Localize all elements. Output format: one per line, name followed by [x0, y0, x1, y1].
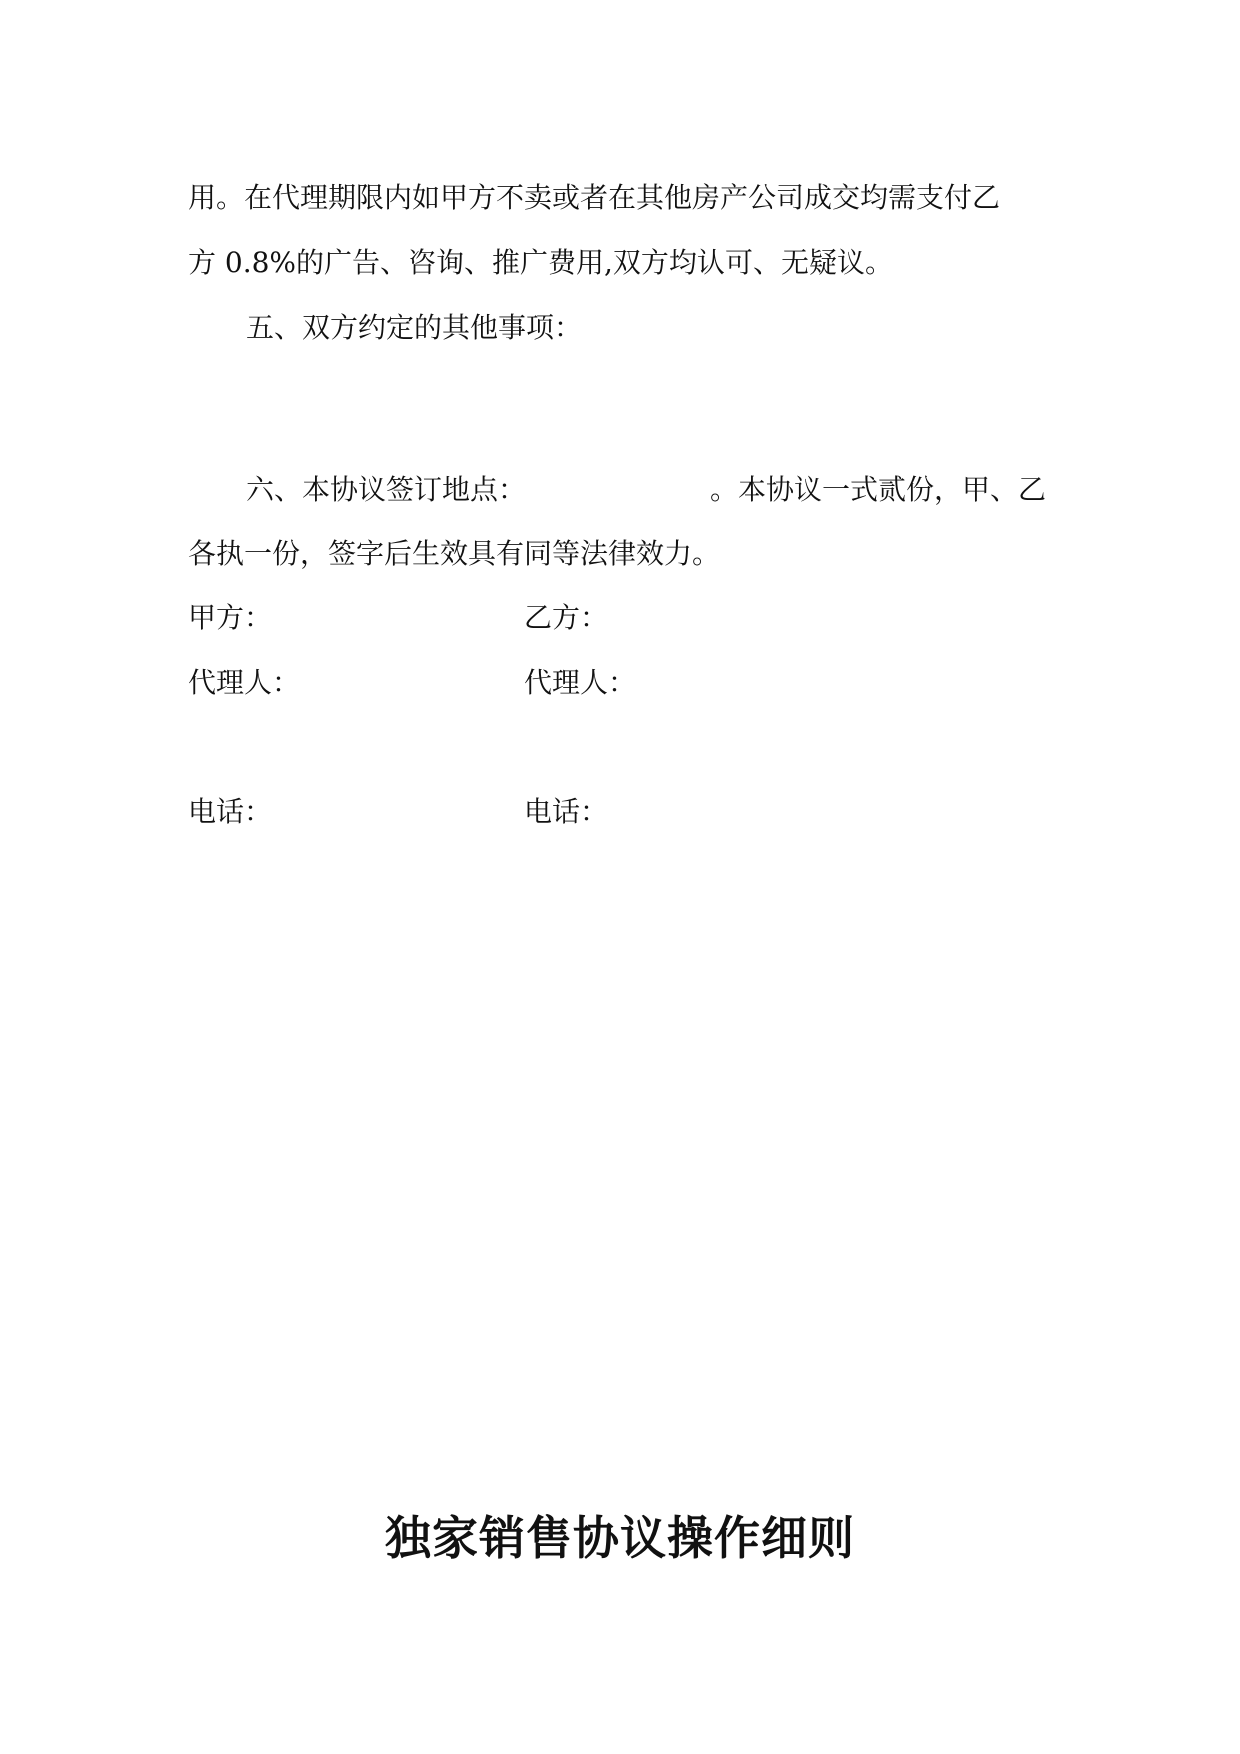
party-b-label: 乙方： [524, 601, 609, 634]
section-5-heading: 五、双方约定的其他事项： [246, 311, 583, 344]
section-6-prefix: 六、本协议签订地点： [246, 473, 527, 506]
agent-b-label: 代理人： [524, 666, 637, 699]
next-section-title: 独家销售协议操作细则 [385, 1511, 855, 1565]
phone-a-label: 电话： [188, 795, 273, 828]
phone-b-label: 电话： [524, 795, 609, 828]
party-a-label: 甲方： [188, 601, 273, 634]
paragraph-line-1: 用。在代理期限内如甲方不卖或者在其他房产公司成交均需支付乙 [188, 181, 1001, 214]
agent-a-label: 代理人： [188, 666, 301, 699]
section-6-line-2: 各执一份，签字后生效具有同等法律效力。 [188, 537, 721, 570]
paragraph-line-2: 方 0.8%的广告、咨询、推广费用,双方均认可、无疑议。 [188, 246, 893, 279]
section-6-suffix: 。本协议一式贰份，甲、乙 [710, 473, 1047, 506]
section-6-line-1 [246, 470, 1046, 510]
